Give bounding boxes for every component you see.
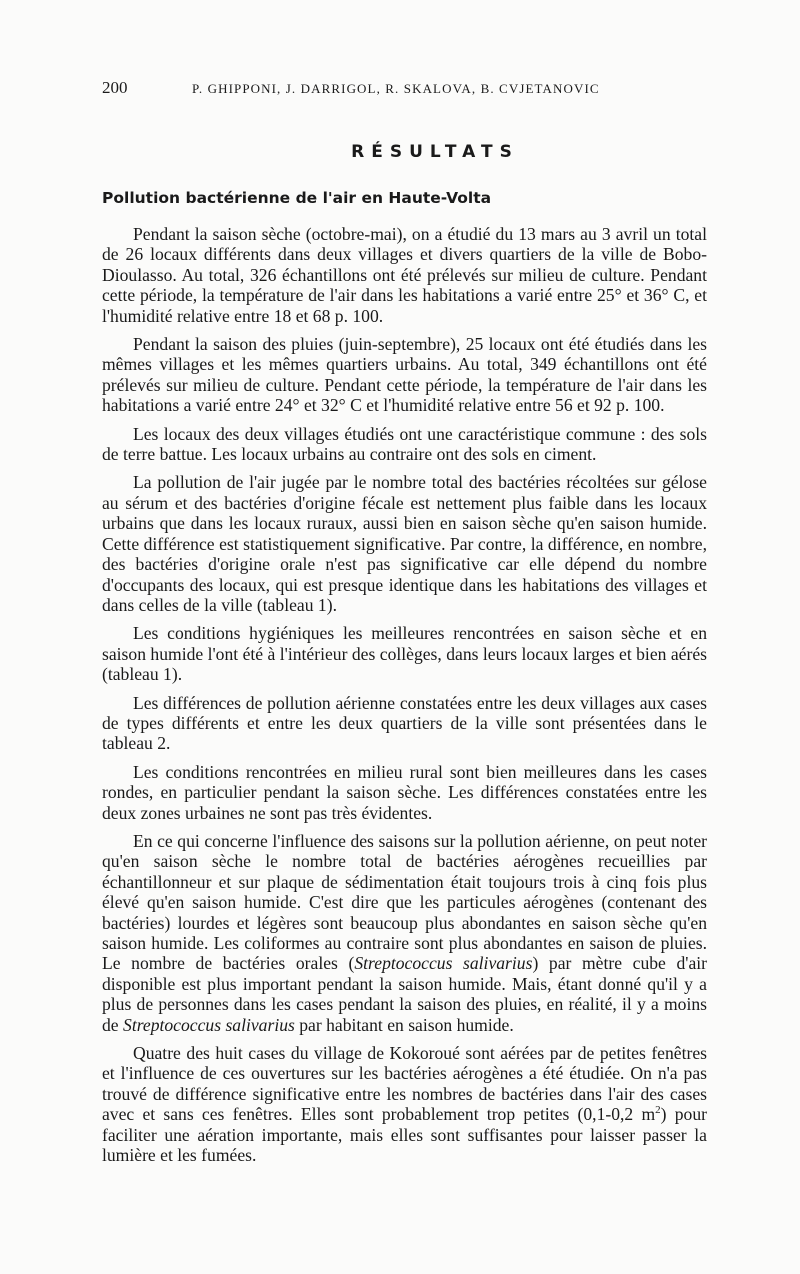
superscript: 2 [655, 1104, 661, 1117]
paragraph-text: En ce qui concerne l'influence des saisons sur la pollution aérienne, on peut noter qu'en saison sèche le nombre total de bactéries aérogènes recueillies par échantillonneur et sur plaque de sédimentation était toujours trois à cinq fois plus élevé qu'en saison humide. C'est dire que les particules aérogènes (contenant des bactéries) lourdes et légères sont beaucoup plus abondantes en saison sèche qu'en saison humide. Les coliformes au contraire sont plus abondantes en saison de pluies. Le nombre de bactéries orales ( [102, 830, 707, 974]
paragraph-text: ) par mètre cube d'air disponible est plus important pendant la saison humide. Mais, étant donné qu'il y a plus de personnes dans les cases pendant la saison des pluies, en réalité, il y a moins de [102, 953, 708, 1035]
species-name: Streptococcus salivarius [354, 953, 533, 974]
paragraph-text: par habitant en saison humide. [294, 1014, 514, 1035]
paragraph: Les conditions rencontrées en milieu rural sont bien meilleures dans les cases rondes, en particulier pendant la saison sèche. Les différences constatées entre les deux zones urbaines ne sont pas très évidentes. [102, 761, 707, 823]
paragraph-seasons [102, 831, 707, 1035]
paragraph: Les locaux des deux villages étudiés ont une caractéristique commune : des sols de terre battue. Les locaux urbains au contraire ont des sols en ciment. [102, 423, 707, 465]
paragraph-text: ) pour faciliter une aération importante, mais elles sont suffisantes pour laisser passer la lumière et les fumées. [102, 1104, 707, 1166]
running-head [102, 78, 712, 100]
page-number: 200 [102, 78, 128, 97]
paragraph: Pendant la saison sèche (octobre-mai), on a étudié du 13 mars au 3 avril un total de 26 locaux différents dans deux villages et divers quartiers de la ville de Bobo-Dioulasso. Au total, 326 échantillons ont été prélevés sur milieu de culture. Pendant cette période, la température de l'air dans les habitations a varié entre 25° et 36° C, et l'humidité relative entre 18 et 68 p. 100. [102, 224, 707, 326]
paragraph: La pollution de l'air jugée par le nombre total des bactéries récoltées sur gélose au sérum et des bactéries d'origine fécale est nettement plus faible dans les locaux urbains que dans les locaux ruraux, aussi bien en saison sèche qu'en saison humide. Cette différence est statistiquement significative. Par contre, la différence, en nombre, des bactéries d'origine orale n'est pas significative car elle dépend du nombre d'occupants des locaux, qui est presque identique dans les habitations des villages et dans celles de la ville (tableau 1). [102, 472, 707, 615]
running-head-authors: P. GHIPPONI, J. DARRIGOL, R. SKALOVA, B. CVJETANOVIC [192, 81, 600, 96]
paragraph-text: Quatre des huit cases du village de Kokoroué sont aérées par de petites fenêtres et l'influence de ces ouvertures sur les bactéries aérogènes a été étudiée. On n'a pas trouvé de différence significative entre les nombres de bactéries dans l'air des cases avec et sans ces fenêtres. Elles sont probablement trop petites (0,1-0,2 m [102, 1043, 707, 1125]
paragraph: Les conditions hygiéniques les meilleures rencontrées en saison sèche et en saison humide l'ont été à l'intérieur des collèges, dans leurs locaux larges et bien aérés (tableau 1). [102, 623, 707, 685]
subsection-title: Pollution bactérienne de l'air en Haute-Volta [102, 189, 492, 207]
paragraph: Les différences de pollution aérienne constatées entre les deux villages aux cases de types différents et entre les deux quartiers de la ville sont présentées dans le tableau 2. [102, 692, 707, 754]
paragraph-windows [102, 1043, 707, 1165]
body-text [102, 224, 707, 1165]
paragraph: Pendant la saison des pluies (juin-septembre), 25 locaux ont été étudiés dans les mêmes villages et les mêmes quartiers urbains. Au total, 349 échantillons ont été prélevés sur milieu de culture. Pendant cette période, la température de l'air dans les habitations a varié entre 24° et 32° C et l'humidité relative entre 56 et 92 p. 100. [102, 334, 707, 416]
species-name: Streptococcus salivarius [123, 1014, 295, 1035]
section-title: RÉSULTATS [351, 142, 519, 162]
